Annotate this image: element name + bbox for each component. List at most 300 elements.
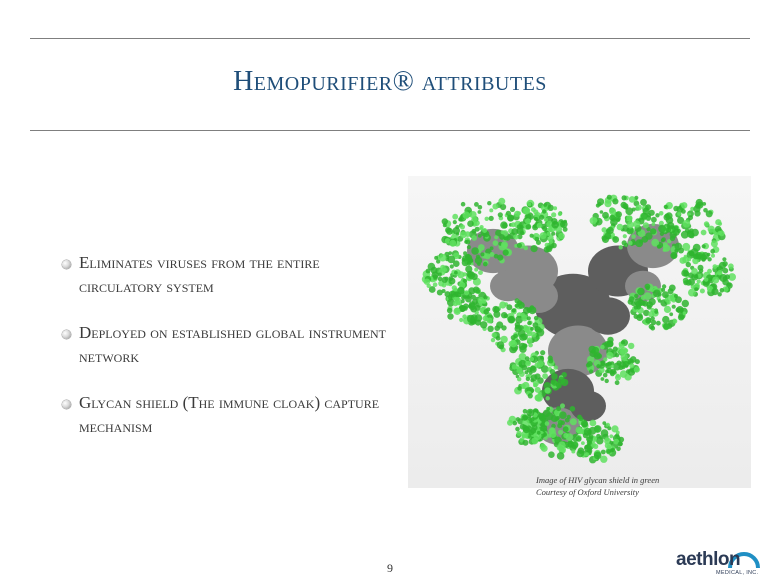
caption-line: Image of HIV glycan shield in green — [536, 475, 660, 485]
glycan-dot — [530, 366, 537, 373]
glycan-dot — [476, 255, 480, 259]
glycan-dot — [636, 205, 642, 211]
glycan-dot — [673, 319, 678, 324]
bullet-dot-icon — [62, 260, 71, 269]
glycan-dot — [711, 254, 715, 258]
glycan-dot — [686, 262, 691, 267]
glycan-dot — [719, 262, 726, 269]
glycan-dot — [465, 240, 470, 245]
glycan-dot — [577, 450, 585, 458]
glycan-dot — [463, 211, 470, 218]
glycan-dot — [536, 329, 544, 337]
glycan-dot — [677, 212, 681, 216]
bullet-text: Glycan shield (The immune cloak) capture mechanism — [79, 393, 380, 436]
glycan-dot — [606, 352, 613, 359]
glycan-dot — [670, 252, 677, 259]
glycan-dot — [467, 261, 471, 265]
glycan-dot — [587, 361, 593, 367]
glycan-dot — [521, 333, 528, 340]
glycan-dot — [629, 196, 636, 203]
glycan-dot — [494, 307, 500, 313]
protein-blob — [490, 271, 526, 302]
glycan-dot — [543, 203, 547, 207]
glycan-dot — [655, 213, 659, 217]
glycan-dot — [530, 327, 534, 331]
glycan-dot — [637, 288, 645, 296]
glycan-dot — [527, 316, 531, 320]
glycan-dot — [651, 217, 657, 223]
glycan-dot — [632, 208, 636, 212]
glycan-dot — [453, 227, 460, 234]
glycan-dot — [444, 277, 448, 281]
glycan-dot — [548, 358, 553, 363]
bullet-dot-icon — [62, 400, 71, 409]
protein-blob — [586, 297, 630, 334]
glycan-dot — [492, 204, 498, 210]
glycan-dot — [547, 232, 551, 236]
glycan-dot — [621, 341, 625, 345]
glycan-dot — [499, 234, 505, 240]
glycan-dot — [453, 301, 458, 306]
glycan-dot — [695, 252, 703, 260]
glycan-dot — [585, 452, 589, 456]
glycan-dot — [607, 337, 613, 343]
glycan-dot — [438, 273, 442, 277]
glycan-dot — [542, 209, 546, 213]
glycan-dot — [688, 215, 693, 220]
glycan-dot — [597, 198, 604, 205]
glycan-dot — [611, 448, 615, 452]
glycan-dot — [516, 417, 520, 421]
glycan-dot — [487, 326, 493, 332]
glycan-dot — [520, 424, 526, 430]
glycan-dot — [438, 277, 443, 282]
glycan-dot — [674, 249, 678, 253]
glycan-dot — [666, 300, 670, 304]
glycan-dot — [433, 282, 438, 287]
glycan-dot — [622, 195, 627, 200]
glycan-dot — [702, 252, 709, 259]
glycan-dot — [463, 272, 467, 276]
glycan-dot — [635, 239, 643, 247]
glycan-dot — [453, 220, 457, 224]
glycan-dot — [478, 205, 483, 210]
glycan-dot — [498, 198, 505, 205]
glycan-dot — [703, 208, 708, 213]
glycan-dot — [605, 437, 609, 441]
glycan-dot — [491, 338, 495, 342]
glycan-dot — [634, 294, 638, 298]
glycan-dot — [512, 308, 516, 312]
glycan-dot — [668, 288, 674, 294]
glycan-dot — [681, 209, 686, 214]
glycan-dot — [467, 271, 475, 279]
glycan-dot — [469, 301, 475, 307]
glycan-dot — [629, 363, 634, 368]
glycan-dot — [524, 246, 528, 250]
top-divider — [30, 38, 750, 39]
glycan-dot — [600, 345, 605, 350]
glycan-dot — [544, 218, 548, 222]
glycan-dot — [658, 225, 666, 233]
glycan-dot — [612, 370, 616, 374]
glycan-dot — [558, 212, 562, 216]
glycan-dot — [615, 380, 620, 385]
glycan-dot — [664, 306, 671, 313]
glycan-dot — [607, 227, 614, 234]
glycan-dot — [525, 361, 531, 367]
glycan-dot — [606, 449, 611, 454]
glycan-dot — [524, 207, 530, 213]
glycan-dot — [662, 237, 666, 241]
glycan-dot — [460, 231, 467, 238]
glycan-dot — [657, 245, 661, 249]
glycan-dot — [529, 430, 535, 436]
glycan-dot — [469, 211, 476, 218]
glycan-dot — [461, 202, 466, 207]
glycan-dot — [485, 217, 489, 221]
glycan-dot — [704, 221, 709, 226]
glycan-dot — [424, 279, 430, 285]
glycan-dot — [492, 332, 497, 337]
glycan-dot — [565, 418, 570, 423]
glycan-dot — [654, 310, 658, 314]
glycan-dot — [449, 291, 456, 298]
caption-line: Courtesy of Oxford University — [536, 487, 639, 497]
glycan-dot — [530, 234, 534, 238]
glycan-dot — [447, 256, 455, 264]
glycan-dot — [617, 224, 624, 231]
company-logo — [672, 540, 772, 580]
glycan-dot — [442, 289, 446, 293]
glycan-dot — [622, 361, 629, 368]
glycan-dot — [616, 431, 620, 435]
glycan-dot — [526, 224, 532, 230]
glycan-dot — [601, 450, 606, 455]
glycan-dot — [633, 220, 640, 227]
glycan-dot — [500, 221, 507, 228]
glycan-dot — [563, 220, 567, 224]
glycan-dot — [500, 204, 506, 210]
glycan-dot — [679, 257, 686, 264]
glycan-dot — [664, 214, 671, 221]
glycan-dot — [627, 221, 634, 228]
glycan-dot — [693, 205, 700, 212]
glycan-dot — [501, 241, 508, 248]
glycan-dot — [612, 198, 618, 204]
glycan-dot — [687, 257, 691, 261]
glycan-dot — [550, 369, 556, 375]
glycan-dot — [713, 264, 718, 269]
page-title: Hemopurifier® attributes — [233, 66, 547, 97]
glycan-dot — [499, 345, 504, 350]
glycan-dot — [515, 298, 520, 303]
glycan-dot — [484, 253, 490, 259]
glycan-dot — [687, 231, 691, 235]
glycan-dot — [516, 366, 520, 370]
glycan-dot — [467, 315, 475, 323]
glycan-dot — [693, 244, 701, 252]
glycan-dot — [563, 426, 569, 432]
glycan-dot — [526, 409, 534, 417]
glycan-dot — [540, 350, 545, 355]
glycan-dot — [650, 326, 655, 331]
glycan-dot — [635, 301, 642, 308]
glycan-dot — [658, 299, 662, 303]
glycan-dot — [459, 318, 463, 322]
glycan-dot — [712, 277, 719, 284]
glycan-dot — [616, 374, 620, 378]
glycan-dot — [448, 251, 452, 255]
glycan-dot — [558, 233, 565, 240]
glycan-dot — [465, 254, 472, 261]
glycan-dot — [604, 200, 611, 207]
glycan-dot — [530, 305, 535, 310]
glycan-dot — [673, 229, 680, 236]
glycan-dot — [653, 290, 661, 298]
glycan-dot — [601, 377, 605, 381]
glycan-shield-image — [408, 176, 751, 488]
page-number: 9 — [387, 561, 393, 575]
glycan-dot — [590, 217, 597, 224]
glycan-dot — [602, 421, 606, 425]
glycan-dot — [601, 429, 609, 437]
glycan-dot — [725, 274, 730, 279]
glycan-dot — [478, 270, 483, 275]
glycan-dot — [663, 323, 670, 330]
glycan-dot — [515, 427, 520, 432]
glycan-dot — [527, 337, 533, 343]
glycan-dot — [570, 406, 576, 412]
glycan-dot — [535, 394, 542, 401]
bullet-text: Eliminates viruses from the entire circulatory system — [79, 253, 320, 296]
glycan-dot — [539, 215, 544, 220]
glycan-dot — [553, 206, 557, 210]
protein-blob — [570, 391, 606, 422]
glycan-dot — [493, 240, 499, 246]
glycan-dot — [528, 343, 533, 348]
glycan-dot — [498, 212, 503, 217]
glycan-dot — [560, 403, 565, 408]
glycan-dot — [609, 434, 613, 438]
glycan-dot — [640, 199, 647, 206]
glycan-dot — [623, 234, 627, 238]
glycan-dot — [631, 301, 636, 306]
glycan-dot — [523, 344, 527, 348]
glycan-dot — [570, 418, 577, 425]
glycan-dot — [683, 220, 691, 228]
glycan-dot — [483, 316, 488, 321]
glycan-dot — [528, 393, 533, 398]
glycan-dot — [670, 236, 675, 241]
glycan-dot — [602, 235, 608, 241]
glycan-dot — [607, 426, 611, 430]
glycan-dot — [537, 431, 541, 435]
glycan-dot — [541, 444, 545, 448]
glycan-dot — [559, 411, 567, 419]
glycan-dot — [605, 369, 609, 373]
glycan-dot — [450, 264, 454, 268]
list-item — [62, 321, 392, 369]
glycan-dot — [476, 289, 480, 293]
glycan-dot — [594, 425, 602, 433]
glycan-dot — [646, 286, 650, 290]
glycan-dot — [426, 269, 431, 274]
glycan-dot — [662, 316, 669, 323]
glycan-dot — [609, 441, 613, 445]
glycan-dot — [523, 440, 529, 446]
glycan-dot — [443, 268, 447, 272]
glycan-dot — [652, 222, 656, 226]
glycan-dot — [576, 427, 583, 434]
glycan-dot — [506, 304, 512, 310]
glycan-dot — [681, 202, 687, 208]
glycan-dot — [471, 247, 479, 255]
glycan-dot — [467, 245, 471, 249]
glycan-dot — [645, 318, 651, 324]
glycan-dot — [516, 431, 521, 436]
glycan-dot — [615, 211, 622, 218]
figure-caption — [536, 474, 736, 498]
glycan-dot — [618, 365, 623, 370]
glycan-dot — [449, 240, 456, 247]
glycan-dot — [474, 268, 478, 272]
glycan-dot — [606, 363, 610, 367]
glycan-dot — [605, 379, 609, 383]
glycan-dot — [478, 210, 482, 214]
glycan-dot — [701, 230, 707, 236]
glycan-dot — [663, 248, 667, 252]
glycan-dot — [631, 234, 636, 239]
glycan-dot — [579, 417, 584, 422]
glycan-dot — [708, 226, 715, 233]
glycan-dot — [576, 436, 582, 442]
glycan-dot — [527, 202, 531, 206]
glycan-dot — [547, 205, 553, 211]
glycan-dot — [611, 365, 615, 369]
glycan-dot — [517, 224, 522, 229]
glycan-dot — [545, 387, 551, 393]
glycan-dot — [669, 312, 673, 316]
glycan-dot — [489, 208, 493, 212]
glycan-dot — [557, 423, 562, 428]
glycan-dot — [494, 235, 498, 239]
glycan-dot — [546, 396, 550, 400]
glycan-dot — [557, 445, 563, 451]
glycan-dot — [641, 295, 646, 300]
glycan-dot — [584, 444, 592, 452]
glycan-dot — [531, 207, 536, 212]
glycan-dot — [533, 383, 537, 387]
glycan-dot — [467, 220, 474, 227]
glycan-dot — [504, 314, 508, 318]
glycan-dot — [525, 218, 531, 224]
glycan-dot — [664, 205, 668, 209]
glycan-dot — [683, 280, 688, 285]
glycan-dot — [519, 371, 525, 377]
glycan-dot — [540, 232, 547, 239]
glycan-dot — [589, 369, 593, 373]
glycan-dot — [477, 262, 481, 266]
glycan-dot — [619, 245, 623, 249]
glycan-dot — [594, 452, 602, 460]
glycan-dot — [596, 437, 604, 445]
glycan-dot — [551, 212, 556, 217]
glycan-dot — [719, 231, 725, 237]
glycan-dot — [517, 377, 521, 381]
glycan-dot — [628, 241, 633, 246]
glycan-dot — [531, 374, 538, 381]
glycan-dot — [507, 215, 514, 222]
glycan-dot — [517, 386, 522, 391]
glycan-dot — [697, 279, 701, 283]
glycan-dot — [661, 288, 665, 292]
glycan-dot — [535, 237, 540, 242]
glycan-dot — [682, 300, 689, 307]
glycan-dot — [545, 421, 550, 426]
glycan-dot — [609, 215, 615, 221]
glycan-dot — [507, 420, 513, 426]
glycan-dot — [490, 246, 494, 250]
glycan-dot — [480, 252, 484, 256]
glycan-dot — [483, 262, 488, 267]
glycan-dot — [513, 234, 518, 239]
glycan-dot — [556, 416, 560, 420]
glycan-dot — [531, 437, 538, 444]
glycan-dot — [691, 268, 697, 274]
glycan-dot — [571, 450, 575, 454]
glycan-dot — [566, 433, 574, 441]
glycan-dot — [531, 332, 537, 338]
glycan-dot — [558, 430, 563, 435]
glycan-dot — [596, 364, 600, 368]
glycan-dot — [448, 276, 453, 281]
list-item — [62, 251, 392, 299]
glycan-dot — [593, 444, 598, 449]
glycan-dot — [447, 313, 453, 319]
glycan-dot — [463, 279, 467, 283]
glycan-dot — [447, 308, 453, 314]
glycan-dot — [643, 222, 649, 228]
glycan-dot — [515, 325, 522, 332]
glycan-dot — [674, 294, 678, 298]
glycan-dot — [650, 228, 656, 234]
glycan-dot — [517, 211, 521, 215]
glycan-dot — [700, 289, 705, 294]
glycan-dot — [461, 299, 465, 303]
glycan-dot — [482, 228, 487, 233]
glycan-dot — [656, 321, 661, 326]
glycan-dot — [722, 257, 726, 261]
glycan-dot — [542, 373, 548, 379]
glycan-dot — [462, 258, 466, 262]
glycan-dot — [616, 447, 621, 452]
glycan-dot — [629, 296, 635, 302]
glycan-dot — [600, 210, 604, 214]
glycan-dot — [556, 383, 562, 389]
glycan-dot — [471, 235, 477, 241]
glycan-dot — [513, 421, 518, 426]
glycan-dot — [698, 265, 704, 271]
bullet-dot-icon — [62, 330, 71, 339]
glycan-dot — [526, 377, 530, 381]
glycan-dot — [510, 340, 517, 347]
glycan-dot — [647, 213, 651, 217]
glycan-dot — [522, 415, 528, 421]
glycan-dot — [622, 240, 627, 245]
glycan-dot — [626, 369, 630, 373]
glycan-dot — [626, 215, 632, 221]
